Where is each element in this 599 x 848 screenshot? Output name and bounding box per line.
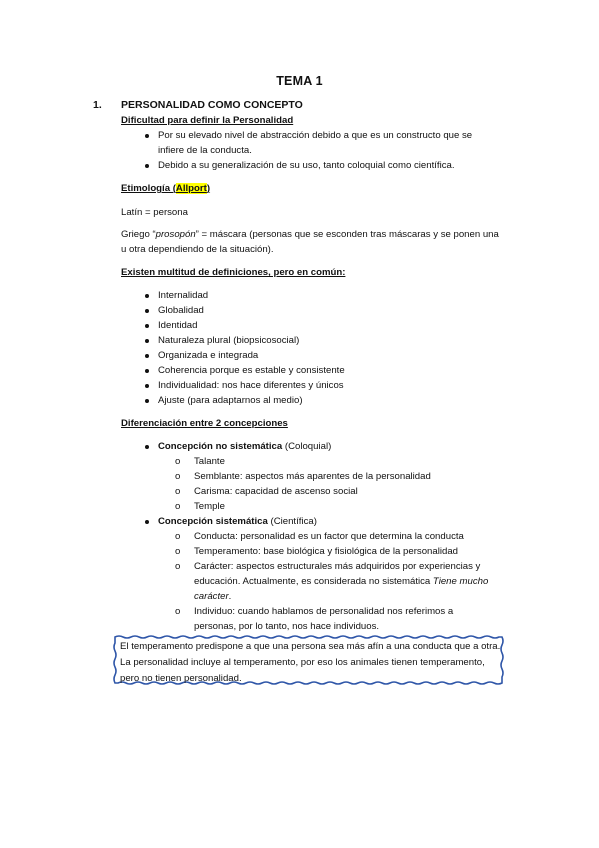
common-item: Organizada e integrada [158,350,259,361]
difficulty-heading: Dificultad para definir la Personalidad [121,115,294,126]
systematic-qualifier: (Científica) [267,516,317,527]
common-heading: Existen multitud de definiciones, pero en común: [121,267,346,278]
circle-bullet-icon: o [175,501,181,512]
etymology-greek-line-2: u otra dependiendo de la situación). [121,244,274,255]
systematic-item-conducta: Conducta: personalidad es un factor que determina la conducta [194,531,464,542]
bullet-icon [145,445,149,449]
systematic-heading [158,516,317,527]
etymology-author-highlight: Allport [175,183,207,194]
section-heading: PERSONALIDAD COMO CONCEPTO [121,99,303,111]
non-systematic-item: Temple [194,501,225,512]
etymology-latin: Latín = persona [121,207,188,218]
bullet-icon [145,369,149,373]
common-item: Ajuste (para adaptarnos al medio) [158,395,303,406]
differentiation-heading: Diferenciación entre 2 concepciones [121,418,288,429]
circle-bullet-icon: o [175,606,181,617]
greek-prefix: Griego “ [121,229,156,240]
bullet-icon [145,354,149,358]
common-item: Naturaleza plural (biopsicosocial) [158,335,300,346]
bullet-icon [145,384,149,388]
circle-bullet-icon: o [175,561,181,572]
non-systematic-item: Talante [194,456,225,467]
common-item: Internalidad [158,290,209,301]
common-item: Individualidad: nos hace diferentes y únicos [158,380,344,391]
etymology-heading-suffix: ) [206,183,211,194]
bullet-icon [145,164,149,168]
bullet-icon [145,339,149,343]
greek-suffix: ” = máscara (personas que se esconden tras máscaras y se ponen una [195,229,499,240]
bullet-icon [145,309,149,313]
greek-word: prosopón [155,229,196,240]
common-item: Identidad [158,320,198,331]
etymology-heading [121,183,210,194]
non-systematic-item: Carisma: capacidad de ascenso social [194,486,358,497]
non-systematic-item: Semblante: aspectos más aparentes de la personalidad [194,471,431,482]
difficulty-bullet-2: Debido a su generalización de su uso, tanto coloquial como científica. [158,160,455,171]
bullet-icon [145,520,149,524]
caracter-line-3-suffix: . [228,591,232,602]
systematic-item-caracter-line-2 [194,576,488,587]
circle-bullet-icon: o [175,546,181,557]
difficulty-bullet-1-line-1: Por su elevado nivel de abstracción debido a que es un constructo que se [158,130,473,141]
etymology-heading-prefix: Etimología ( [121,183,176,194]
systematic-label: Concepción sistemática [158,516,268,527]
difficulty-bullet-1-line-2: infiere de la conducta. [158,145,252,156]
non-systematic-qualifier: (Coloquial) [282,441,332,452]
caracter-line-3-italic: carácter [194,591,229,602]
bullet-icon [145,134,149,138]
circle-bullet-icon: o [175,471,181,482]
bullet-icon [145,399,149,403]
bullet-icon [145,324,149,328]
bullet-icon [145,294,149,298]
common-item: Globalidad [158,305,204,316]
caracter-line-2-text: educación. Actualmente, es considerada no sistemática [194,576,433,587]
circle-bullet-icon: o [175,456,181,467]
caracter-line-2-italic: Tiene mucho [432,576,489,587]
section-number: 1. [93,99,102,111]
note-box-text: El temperamento predispone a que una persona sea más afín a una conducta que a otra. La personalidad incluye al temperamento, por eso los animales tienen temperamento, pero no tienen personalidad. [120,641,501,684]
note-box [113,634,505,686]
non-systematic-label: Concepción no sistemática [158,441,283,452]
non-systematic-heading [158,441,331,452]
common-item: Coherencia porque es estable y consistente [158,365,345,376]
systematic-item-individuo-line-1: Individuo: cuando hablamos de personalidad nos referimos a [194,606,454,617]
page-title: TEMA 1 [276,74,323,88]
systematic-item-individuo-line-2: personas, por lo tanto, nos hace individuos. [194,621,380,632]
etymology-greek-line-1 [121,229,499,240]
systematic-item-caracter-line-1: Carácter: aspectos estructurales más adquiridos por experiencias y [194,561,481,572]
circle-bullet-icon: o [175,531,181,542]
systematic-item-temperamento: Temperamento: base biológica y fisiológica de la personalidad [194,546,458,557]
systematic-item-caracter-line-3 [194,591,231,602]
circle-bullet-icon: o [175,486,181,497]
